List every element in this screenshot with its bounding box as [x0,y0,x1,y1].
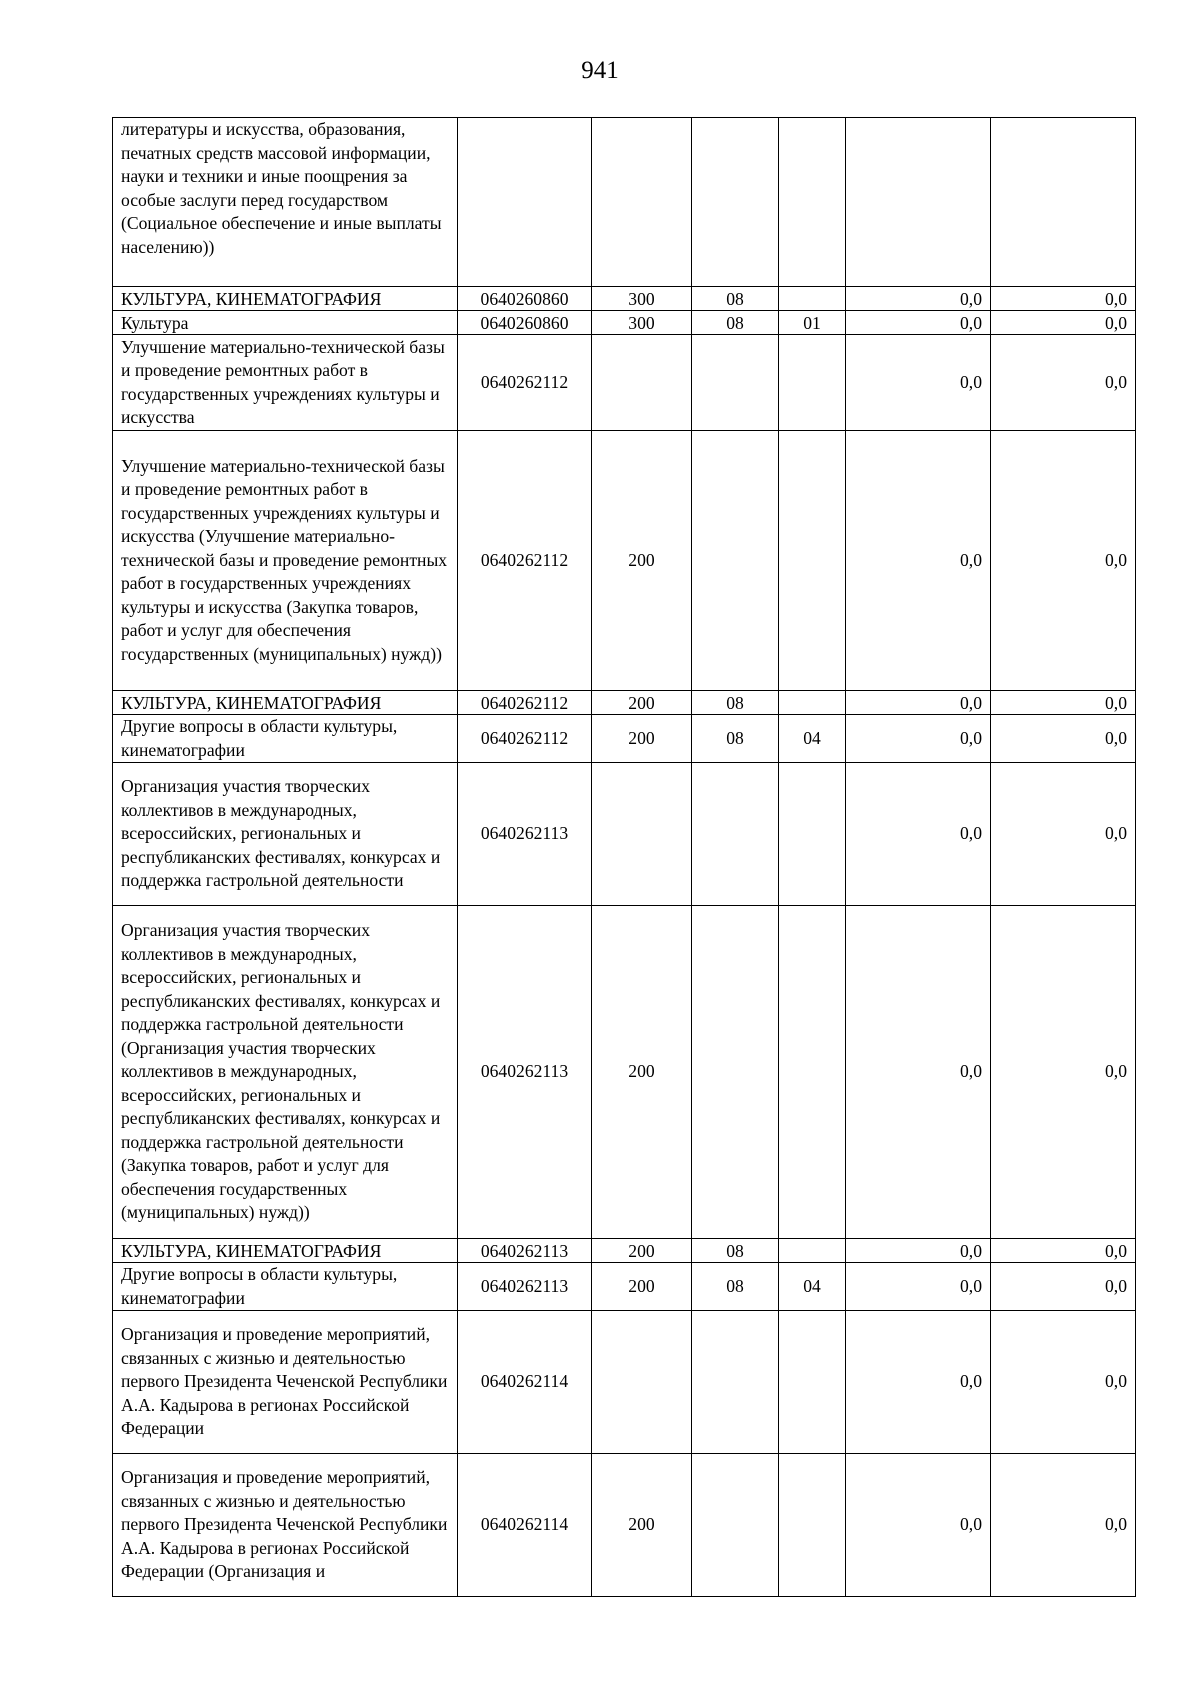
cell-subsection [779,691,846,715]
cell-subsection [779,763,846,906]
cell-amount-2: 0,0 [991,1311,1136,1454]
cell-amount-1: 0,0 [846,906,991,1239]
cell-amount-2: 0,0 [991,906,1136,1239]
budget-table [112,117,1136,1597]
cell-expense-type [592,118,692,287]
cell-expense-type: 200 [592,691,692,715]
cell-section [692,906,779,1239]
cell-name: Другие вопросы в области культуры, кинематографии [113,715,458,763]
cell-target-article-code: 0640262114 [458,1311,592,1454]
cell-amount-1: 0,0 [846,1263,991,1311]
cell-amount-1: 0,0 [846,1311,991,1454]
cell-amount-1: 0,0 [846,763,991,906]
cell-amount-1: 0,0 [846,1239,991,1263]
cell-expense-type: 200 [592,1454,692,1597]
cell-section [692,118,779,287]
cell-name: Улучшение материально-технической базы и проведение ремонтных работ в государственных учреждениях культуры и искусства [113,335,458,431]
cell-name: Организация участия творческих коллективов в международных, всероссийских, региональных и республиканских фестивалях, конкурсах и поддержка гастрольной деятельности [113,763,458,906]
cell-name: Организация участия творческих коллективов в международных, всероссийских, региональных и республиканских фестивалях, конкурсах и поддержка гастрольной деятельности (Организация участия творческих коллективов в международных, всероссийских, региональных и республиканских фестивалях, конкурсах и поддержка гастрольной деятельности (Закупка товаров, работ и услуг для обеспечения государственных (муниципальных) нужд)) [113,906,458,1239]
cell-amount-2: 0,0 [991,431,1136,691]
cell-section: 08 [692,311,779,335]
cell-name: Организация и проведение мероприятий, связанных с жизнью и деятельностью первого Президента Чеченской Республики А.А. Кадырова в регионах Российской Федерации [113,1311,458,1454]
cell-section [692,1311,779,1454]
table-row [113,1263,1136,1311]
cell-section: 08 [692,691,779,715]
cell-amount-2: 0,0 [991,1454,1136,1597]
cell-amount-1: 0,0 [846,335,991,431]
cell-amount-1: 0,0 [846,691,991,715]
cell-amount-2: 0,0 [991,691,1136,715]
cell-target-article-code: 0640262112 [458,335,592,431]
cell-subsection [779,118,846,287]
table-row [113,431,1136,691]
cell-subsection [779,1239,846,1263]
cell-expense-type: 300 [592,311,692,335]
cell-section: 08 [692,287,779,311]
cell-target-article-code: 0640262112 [458,715,592,763]
table-row [113,763,1136,906]
cell-amount-1: 0,0 [846,431,991,691]
cell-name: КУЛЬТУРА, КИНЕМАТОГРАФИЯ [113,1239,458,1263]
table-row [113,335,1136,431]
cell-amount-1: 0,0 [846,311,991,335]
cell-amount-2 [991,118,1136,287]
cell-target-article-code: 0640260860 [458,311,592,335]
cell-subsection: 01 [779,311,846,335]
cell-expense-type [592,763,692,906]
cell-name: КУЛЬТУРА, КИНЕМАТОГРАФИЯ [113,287,458,311]
cell-amount-1 [846,118,991,287]
cell-target-article-code: 0640262113 [458,1263,592,1311]
cell-amount-2: 0,0 [991,1263,1136,1311]
cell-amount-2: 0,0 [991,715,1136,763]
table-row [113,715,1136,763]
cell-expense-type: 200 [592,1263,692,1311]
table-row [113,906,1136,1239]
cell-expense-type [592,1311,692,1454]
cell-target-article-code [458,118,592,287]
cell-expense-type: 200 [592,906,692,1239]
table-row [113,311,1136,335]
table-row [113,691,1136,715]
cell-section: 08 [692,1239,779,1263]
cell-amount-1: 0,0 [846,1454,991,1597]
cell-section: 08 [692,715,779,763]
cell-subsection [779,1311,846,1454]
cell-amount-2: 0,0 [991,335,1136,431]
cell-section [692,431,779,691]
cell-subsection [779,335,846,431]
table-row [113,118,1136,287]
cell-name: КУЛЬТУРА, КИНЕМАТОГРАФИЯ [113,691,458,715]
page-number: 941 [581,57,619,84]
cell-target-article-code: 0640262112 [458,691,592,715]
cell-subsection [779,1454,846,1597]
cell-target-article-code: 0640262112 [458,431,592,691]
table-row [113,1311,1136,1454]
cell-amount-2: 0,0 [991,311,1136,335]
cell-subsection [779,906,846,1239]
cell-subsection [779,287,846,311]
cell-expense-type: 200 [592,715,692,763]
cell-target-article-code: 0640260860 [458,287,592,311]
cell-target-article-code: 0640262113 [458,763,592,906]
table-body [113,118,1136,1597]
cell-subsection [779,431,846,691]
cell-amount-2: 0,0 [991,1239,1136,1263]
table-row [113,1239,1136,1263]
cell-target-article-code: 0640262113 [458,1239,592,1263]
cell-amount-1: 0,0 [846,715,991,763]
table-row [113,287,1136,311]
cell-target-article-code: 0640262114 [458,1454,592,1597]
cell-name: Организация и проведение мероприятий, связанных с жизнью и деятельностью первого Президента Чеченской Республики А.А. Кадырова в регионах Российской Федерации (Организация и [113,1454,458,1597]
cell-amount-2: 0,0 [991,763,1136,906]
cell-expense-type: 300 [592,287,692,311]
cell-name: литературы и искусства, образования, печатных средств массовой информации, науки и техники и иные поощрения за особые заслуги перед государством (Социальное обеспечение и иные выплаты населению)) [113,118,458,287]
cell-section [692,335,779,431]
cell-section [692,763,779,906]
cell-amount-2: 0,0 [991,287,1136,311]
cell-section [692,1454,779,1597]
cell-name: Культура [113,311,458,335]
cell-expense-type: 200 [592,1239,692,1263]
table-row [113,1454,1136,1597]
cell-section: 08 [692,1263,779,1311]
cell-expense-type [592,335,692,431]
cell-subsection: 04 [779,1263,846,1311]
cell-amount-1: 0,0 [846,287,991,311]
cell-expense-type: 200 [592,431,692,691]
cell-name: Другие вопросы в области культуры, кинематографии [113,1263,458,1311]
cell-target-article-code: 0640262113 [458,906,592,1239]
cell-subsection: 04 [779,715,846,763]
cell-name: Улучшение материально-технической базы и проведение ремонтных работ в государственных учреждениях культуры и искусства (Улучшение материально-технической базы и проведение ремонтных работ в государственных учреждениях культуры и искусства (Закупка товаров, работ и услуг для обеспечения государственных (муниципальных) нужд)) [113,431,458,691]
